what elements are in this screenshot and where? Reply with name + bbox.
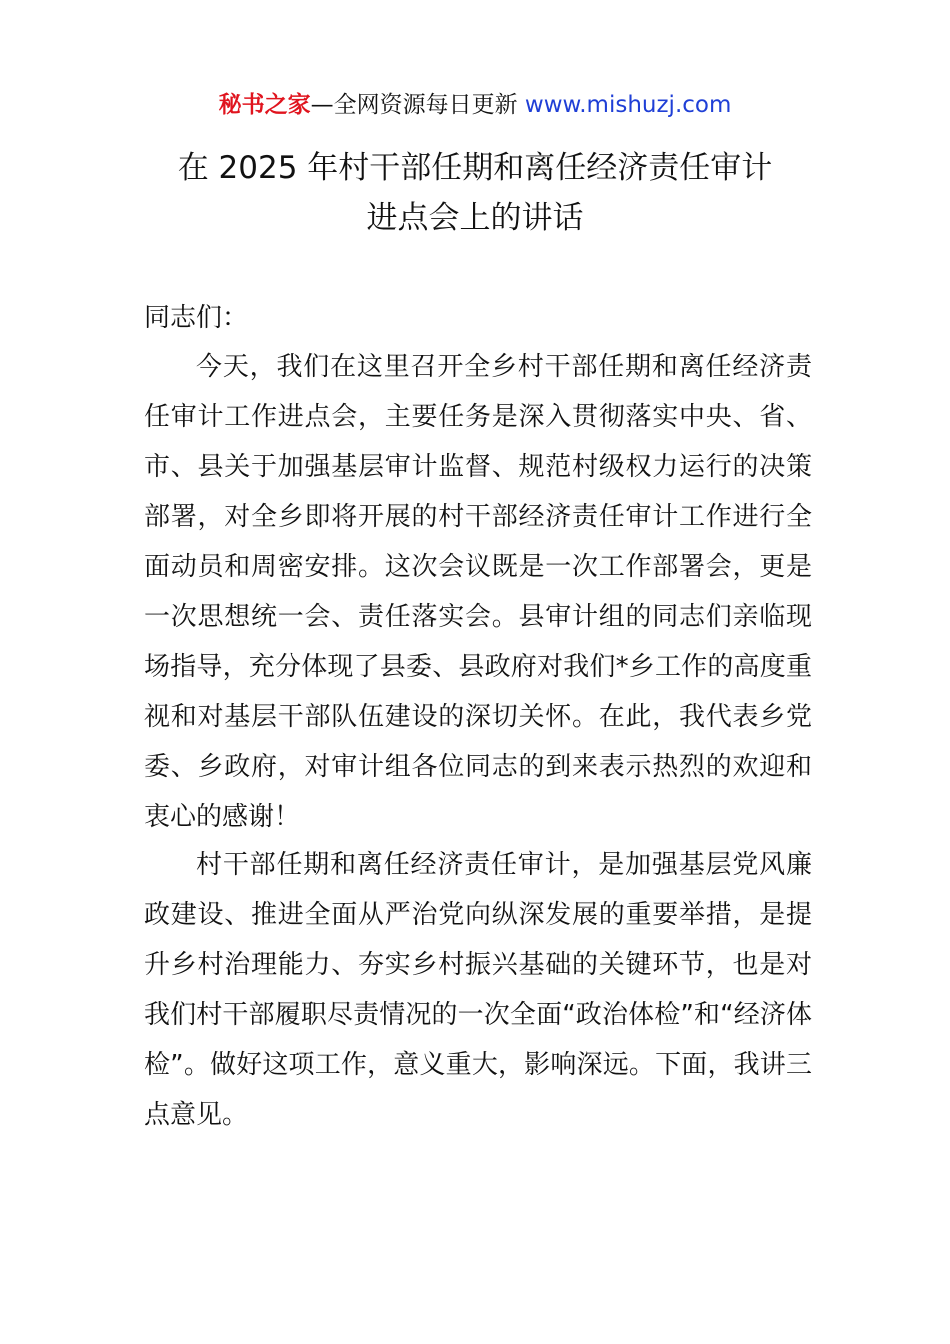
site-brand: 秘书之家: [218, 92, 311, 118]
site-tagline: —全网资源每日更新: [310, 92, 525, 118]
site-header: [0, 88, 950, 122]
body-paragraph-1: 今天，我们在这里召开全乡村干部任期和离任经济责任审计工作进点会，主要任务是深入贯彻落实中央、省、市、县关于加强基层审计监督、规范村级权力运行的决策部署，对全乡即将开展的村干部经济责任审计工作进行全面动员和周密安排。这次会议既是一次工作部署会，更是一次思想统一会、责任落实会。县审计组的同志们亲临现场指导，充分体现了县委、县政府对我们*乡工作的高度重视和对基层干部队伍建设的深切关怀。在此，我代表乡党委、乡政府，对审计组各位同志的到来表示热烈的欢迎和衷心的感谢！: [144, 352, 812, 832]
site-url-link[interactable]: www.mishuzj.com: [524, 92, 732, 118]
document-title-line-1: 在 2025 年村干部任期和离任经济责任审计: [177, 150, 773, 186]
document-title-line-2: 进点会上的讲话: [366, 200, 584, 236]
salutation: 同志们：: [144, 303, 249, 333]
body-paragraph-2: 村干部任期和离任经济责任审计，是加强基层党风廉政建设、推进全面从严治党向纵深发展的重要举措，是提升乡村治理能力、夯实乡村振兴基础的关键环节，也是对我们村干部履职尽责情况的一次全面“政治体检”和“经济体检”。做好这项工作，意义重大，影响深远。下面，我讲三点意见。: [144, 850, 812, 1130]
